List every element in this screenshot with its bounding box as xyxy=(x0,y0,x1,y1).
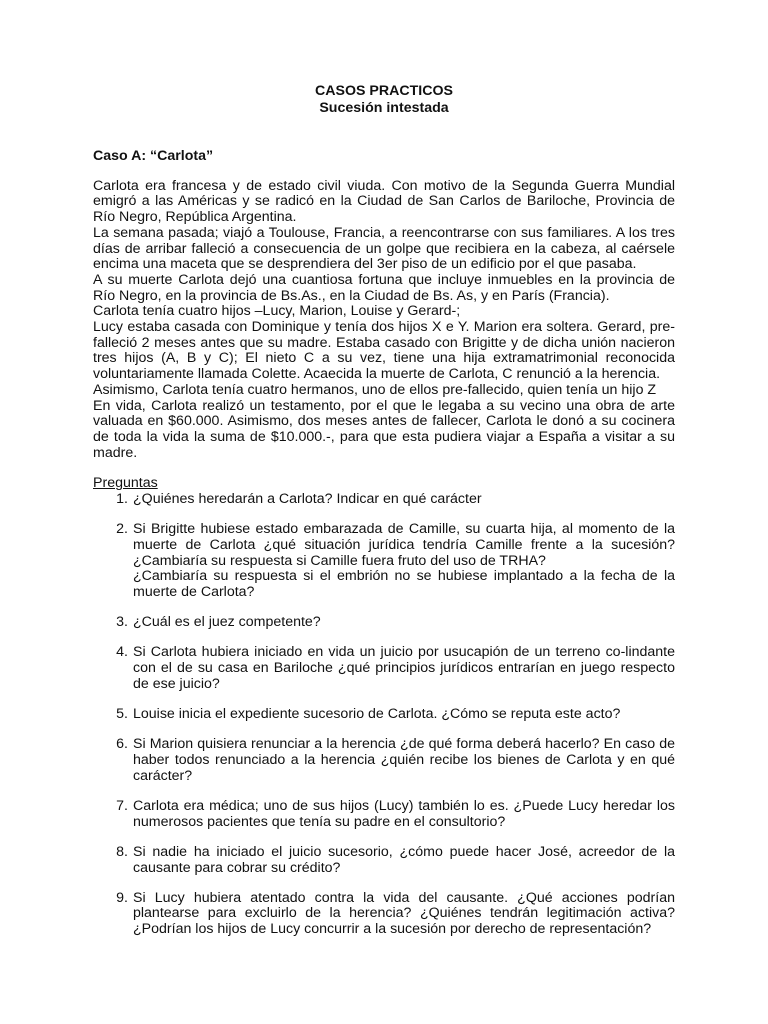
questions-list xyxy=(93,492,675,938)
question-text: ¿Cambiaría su respuesta si el embrión no se hubiese implantado a la fecha de la muerte de Carlota? xyxy=(133,568,675,601)
narrative-paragraph: A su muerte Carlota dejó una cuantiosa fortuna que incluye inmuebles en la provincia de Río Negro, en la provincia de Bs.As., en la Ciudad de Bs. As, y en París (Francia). xyxy=(93,271,675,304)
question-text: Si Brigitte hubiese estado embarazada de Camille, su cuarta hija, al momento de la muerte de Carlota ¿qué situación jurídica tendría Camille frente a la sucesión? ¿Cambiaría su respuesta si Camille fuera fruto del uso de TRHA? xyxy=(133,521,675,569)
document-subtitle: Sucesión intestada xyxy=(319,100,449,116)
narrative-paragraph: Lucy estaba casada con Dominique y tenía dos hijos X e Y. Marion era soltera. Gerard, pre-falleció 2 meses antes que su madre. Estaba casado con Brigitte y de dicha unión nacieron tres hijos (A, B y C); El nieto C a su vez, tiene una hija extramatrimonial reconocida voluntariamente llamada Colette. Acaecida la muerte de Carlota, C renunció a la herencia. xyxy=(93,319,675,383)
question-item xyxy=(93,615,675,631)
question-item xyxy=(93,845,675,876)
question-item xyxy=(93,707,675,723)
question-text: ¿Cuál es el juez competente? xyxy=(133,614,321,631)
question-item xyxy=(93,737,675,784)
question-number: 1. xyxy=(116,491,128,508)
question-number: 8. xyxy=(116,843,128,860)
question-item xyxy=(93,891,675,938)
question-number: 7. xyxy=(116,797,128,814)
document-page xyxy=(93,83,675,938)
document-title: CASOS PRACTICOS xyxy=(315,83,453,99)
question-item xyxy=(93,799,675,830)
question-number: 9. xyxy=(116,889,128,906)
question-number: 2. xyxy=(116,521,128,538)
case-narrative xyxy=(93,179,675,462)
title-block xyxy=(93,83,675,117)
question-item xyxy=(93,522,675,601)
narrative-paragraph: Carlota tenía cuatro hijos –Lucy, Marion, Louise y Gerard-; xyxy=(93,303,461,320)
narrative-paragraph: En vida, Carlota realizó un testamento, por el que le legaba a su vecino una obra de arte valuada en $60.000. Asimismo, dos meses antes de fallecer, Carlota le donó a su cocinera de toda la vida la suma de $10.000.-, para que esta pudiera viajar a España a visitar a su madre. xyxy=(93,397,675,461)
question-item xyxy=(93,492,675,508)
narrative-paragraph: Carlota era francesa y de estado civil viuda. Con motivo de la Segunda Guerra Mundial emigró a las Américas y se radicó en la Ciudad de San Carlos de Bariloche, Provincia de Río Negro, República Argentina. xyxy=(93,177,675,226)
narrative-paragraph: La semana pasada; viajó a Toulouse, Francia, a reencontrarse con sus familiares. A los tres días de arribar falleció a consecuencia de un golpe que recibiera en la cabeza, al caérsele encima una maceta que se desprendiera del 3er piso de un edificio por el que pasaba. xyxy=(93,224,675,273)
question-text: Louise inicia el expediente sucesorio de Carlota. ¿Cómo se reputa este acto? xyxy=(133,706,621,723)
narrative-paragraph: Asimismo, Carlota tenía cuatro hermanos, uno de ellos pre-fallecido, quien tenía un hijo Z xyxy=(93,381,657,398)
question-text: Carlota era médica; uno de sus hijos (Lucy) también lo es. ¿Puede Lucy heredar los numerosos pacientes que tenía su padre en el consultorio? xyxy=(133,797,675,830)
question-text: Si Lucy hubiera atentado contra la vida del causante. ¿Qué acciones podrían plantearse para excluirlo de la herencia? ¿Quiénes tendrán legitimación activa? ¿Podrían los hijos de Lucy concurrir a la sucesión por derecho de representación? xyxy=(133,889,675,938)
questions-heading: Preguntas xyxy=(93,475,158,492)
case-heading: Caso A: “Carlota” xyxy=(93,148,214,164)
question-item xyxy=(93,645,675,692)
question-number: 3. xyxy=(116,614,128,631)
question-number: 6. xyxy=(116,736,128,753)
question-text: ¿Quiénes heredarán a Carlota? Indicar en qué carácter xyxy=(133,491,482,508)
question-text: Si Carlota hubiera iniciado en vida un juicio por usucapión de un terreno co-lindante con el de su casa en Bariloche ¿qué principios jurídicos entrarían en juego respecto de ese juicio? xyxy=(133,644,675,692)
question-text: Si nadie ha iniciado el juicio sucesorio, ¿cómo puede hacer José, acreedor de la causante para cobrar su crédito? xyxy=(133,843,675,876)
question-text: Si Marion quisiera renunciar a la herencia ¿de qué forma deberá hacerlo? En caso de haber todos renunciado a la herencia ¿quién recibe los bienes de Carlota y en qué carácter? xyxy=(133,736,675,784)
question-number: 5. xyxy=(116,706,128,723)
question-number: 4. xyxy=(116,644,128,661)
